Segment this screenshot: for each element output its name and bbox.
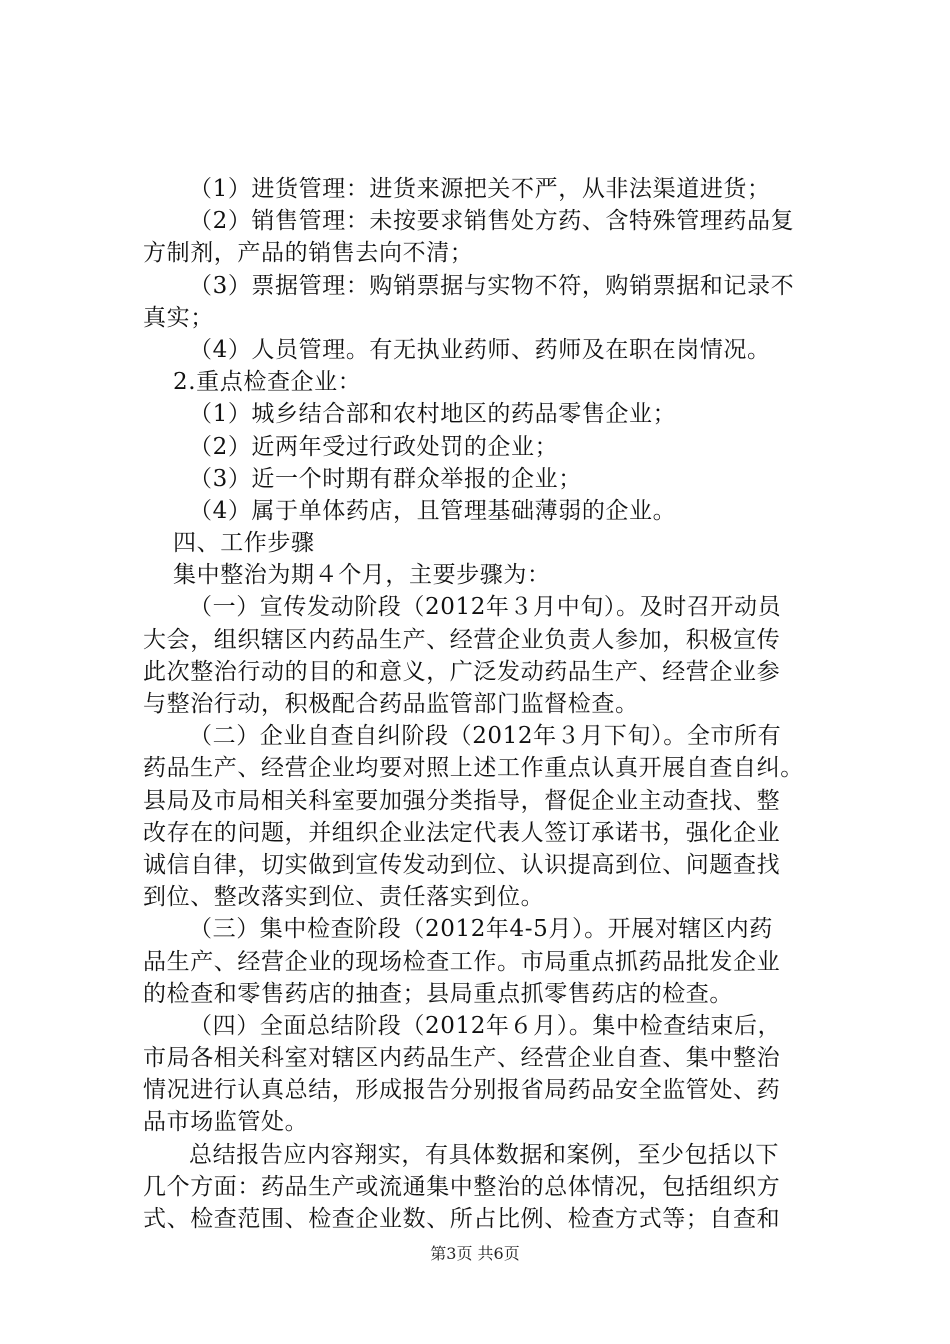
text-line: 几个方面：药品生产或流通集中整治的总体情况，包括组织方 — [143, 1173, 781, 1200]
text-line: （2）近两年受过行政处罚的企业； — [189, 433, 559, 460]
text-line: （二）企业自查自纠阶段（2012年３月下旬）。全市所有 — [189, 723, 782, 750]
text-line: 改存在的问题，并组织企业法定代表人签订承诺书，强化企业 — [143, 819, 781, 846]
text-line: （3）票据管理：购销票据与实物不符，购销票据和记录不 — [189, 272, 795, 299]
text-line: 式、检查范围、检查企业数、所占比例、检查方式等；自查和 — [143, 1206, 781, 1232]
text-line: 诚信自律，切实做到宣传发动到位、认识提高到位、问题查找 — [143, 851, 781, 878]
document-body — [143, 173, 833, 1235]
text-line: 县局及市局相关科室要加强分类指导，督促企业主动查找、整 — [143, 787, 781, 814]
text-line: （一）宣传发动阶段（2012年３月中旬）。及时召开动员 — [189, 594, 782, 621]
text-line: 方制剂，产品的销售去向不清； — [143, 240, 474, 267]
text-line: （四）全面总结阶段（2012年６月）。集中检查结束后， — [189, 1012, 782, 1039]
text-line: （3）近一个时期有群众举报的企业； — [189, 465, 582, 492]
text-line: （三）集中检查阶段（2012年4-5月）。开展对辖区内药 — [189, 916, 773, 943]
text-line: （4）人员管理。有无执业药师、药师及在职在岗情况。 — [189, 336, 771, 363]
text-line: 到位、整改落实到位、责任落实到位。 — [143, 884, 545, 911]
text-line: 情况进行认真总结，形成报告分别报省局药品安全监管处、药 — [143, 1077, 781, 1104]
text-line: （1）城乡结合部和农村地区的药品零售企业； — [189, 401, 677, 428]
text-line: （4）属于单体药店，且管理基础薄弱的企业。 — [189, 497, 677, 524]
text-line: 此次整治行动的目的和意义，广泛发动药品生产、经营企业参 — [143, 658, 781, 685]
text-line: 2.重点检查企业： — [173, 369, 362, 396]
text-line: 的检查和零售药店的抽查；县局重点抓零售药店的检查。 — [143, 980, 733, 1007]
text-line: 集中整治为期４个月，主要步骤为： — [173, 562, 551, 589]
text-line: 四、工作步骤 — [173, 530, 315, 557]
text-line: 品市场监管处。 — [143, 1109, 309, 1136]
text-line: 与整治行动，积极配合药品监管部门监督检查。 — [143, 691, 639, 717]
text-line: 大会，组织辖区内药品生产、经营企业负责人参加，积极宣传 — [143, 626, 781, 653]
text-line: 真实； — [143, 304, 214, 331]
text-line: 市局各相关科室对辖区内药品生产、经营企业自查、集中整治 — [143, 1045, 781, 1072]
text-line: 总结报告应内容翔实，有具体数据和案例，至少包括以下 — [189, 1141, 779, 1168]
text-line: 药品生产、经营企业均要对照上述工作重点认真开展自查自纠。 — [143, 755, 804, 782]
page-footer: 第3页 共6页 — [430, 1244, 520, 1263]
text-line: 品生产、经营企业的现场检查工作。市局重点抓药品批发企业 — [143, 948, 781, 975]
text-line: （2）销售管理：未按要求销售处方药、含特殊管理药品复 — [189, 208, 795, 235]
text-line: （1）进货管理：进货来源把关不严，从非法渠道进货； — [189, 176, 771, 202]
